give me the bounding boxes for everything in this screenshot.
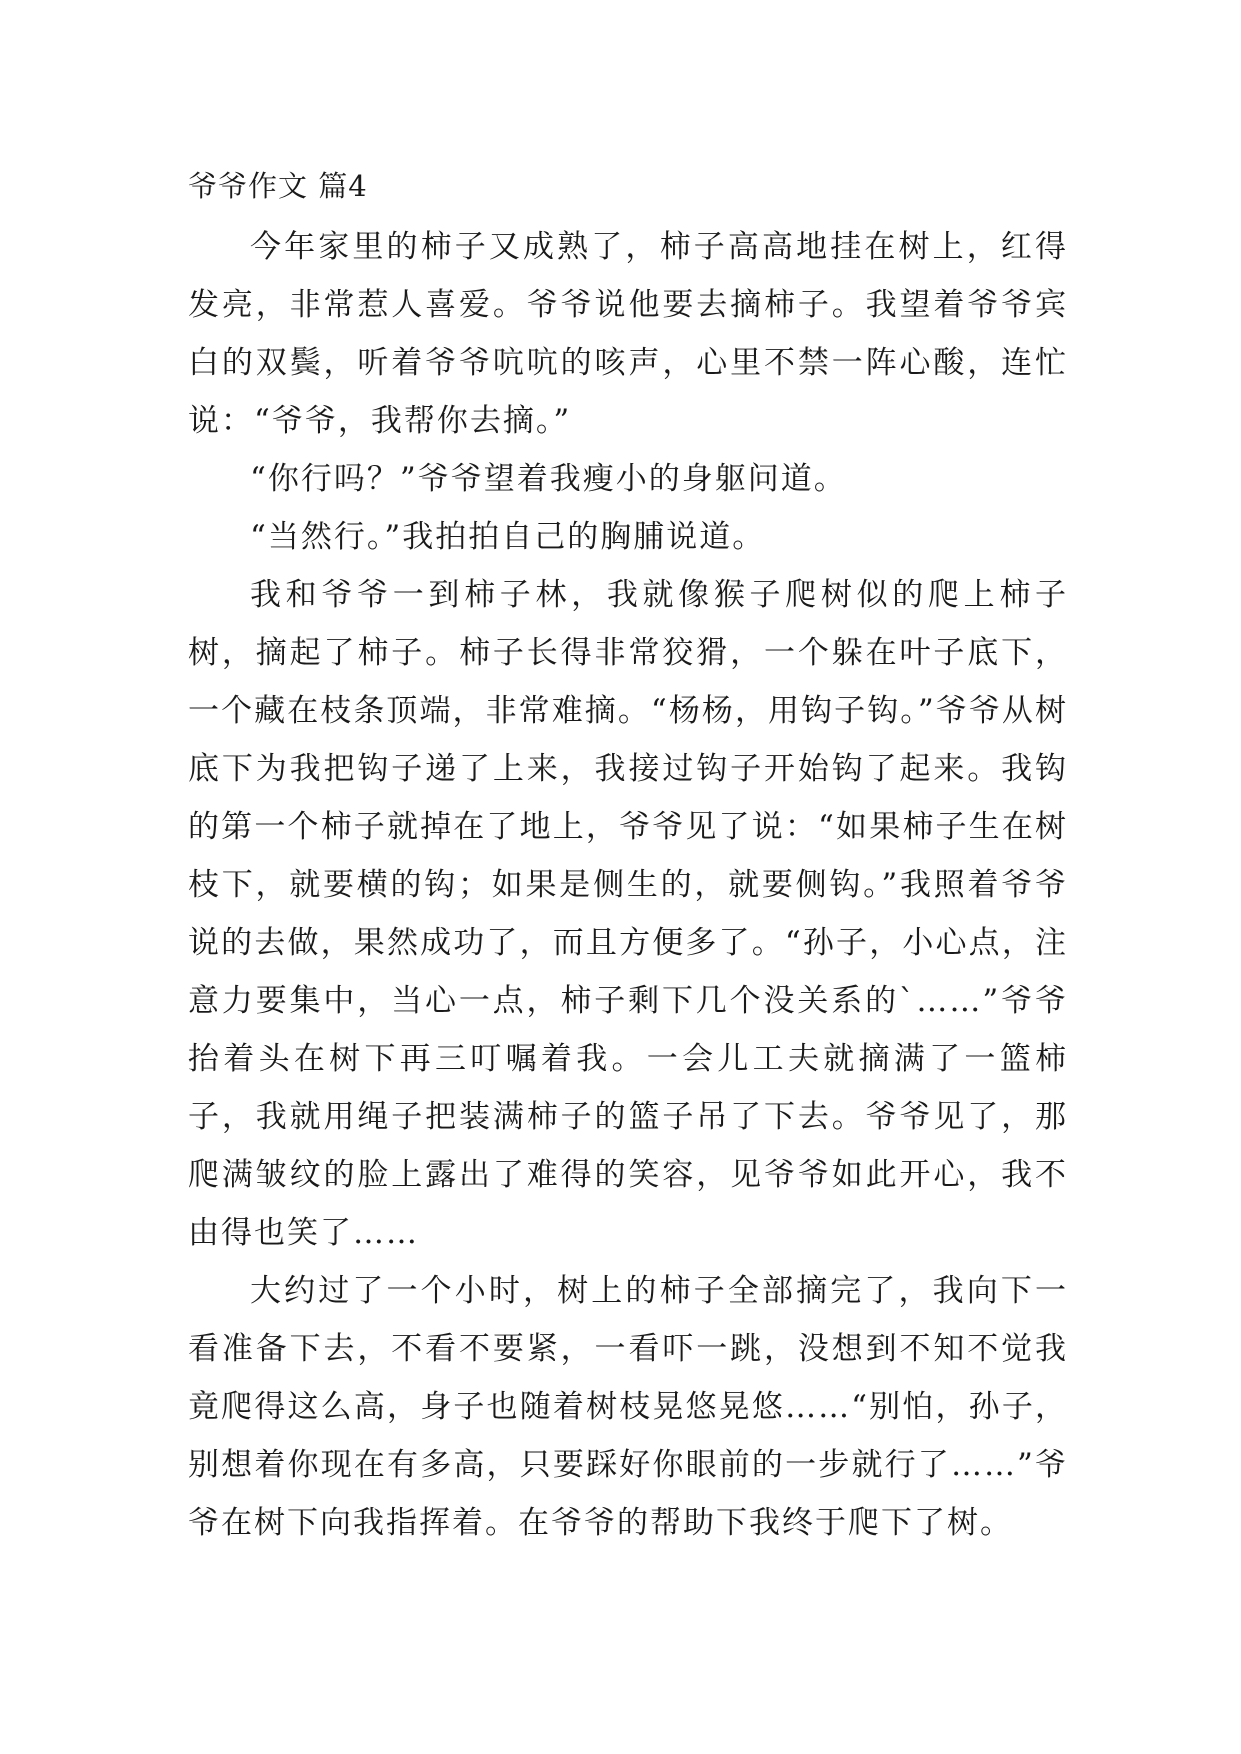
- paragraph-2: “你行吗？”爷爷望着我瘦小的身躯问道。: [250, 461, 847, 497]
- paragraph-5: 大约过了一个小时，树上的柿子全部摘完了，我向下一看准备下去，不看不要紧，一看吓一跳，没想到不知不觉我竟爬得这么高，身子也随着树枝晃悠晃悠……“别怕，孙子，别想着你现在有多高，只要踩好你眼前的一步就行了……”爷爷在树下向我指挥着。在爷爷的帮助下我终于爬下了树。: [188, 1273, 1068, 1541]
- paragraph-4: 我和爷爷一到柿子林，我就像猴子爬树似的爬上柿子树，摘起了柿子。柿子长得非常狡猾，一个躲在叶子底下，一个藏在枝条顶端，非常难摘。“杨杨，用钩子钩。”爷爷从树底下为我把钩子递了上来，我接过钩子开始钩了起来。我钩的第一个柿子就掉在了地上，爷爷见了说：“如果柿子生在树枝下，就要横的钩；如果是侧生的，就要侧钩。”我照着爷爷说的去做，果然成功了，而且方便多了。“孙子，小心点，注意力要集中，当心一点，柿子剩下几个没关系的`……”爷爷抬着头在树下再三叮嘱着我。一会儿工夫就摘满了一篮柿子，我就用绳子把装满柿子的篮子吊了下去。爷爷见了，那爬满皱纹的脸上露出了难得的笑容，见爷爷如此开心，我不由得也笑了……: [188, 577, 1068, 1251]
- paragraph-1: 今年家里的柿子又成熟了，柿子高高地挂在树上，红得发亮，非常惹人喜爱。爷爷说他要去摘柿子。我望着爷爷宾白的双鬓，听着爷爷吭吭的咳声，心里不禁一阵心酸，连忙说：“爷爷，我帮你去摘。”: [188, 229, 1068, 439]
- page-title: 爷爷作文 篇4: [188, 169, 368, 203]
- paragraph-3: “当然行。”我拍拍自己的胸脯说道。: [250, 519, 766, 555]
- essay-body: [188, 218, 1068, 1552]
